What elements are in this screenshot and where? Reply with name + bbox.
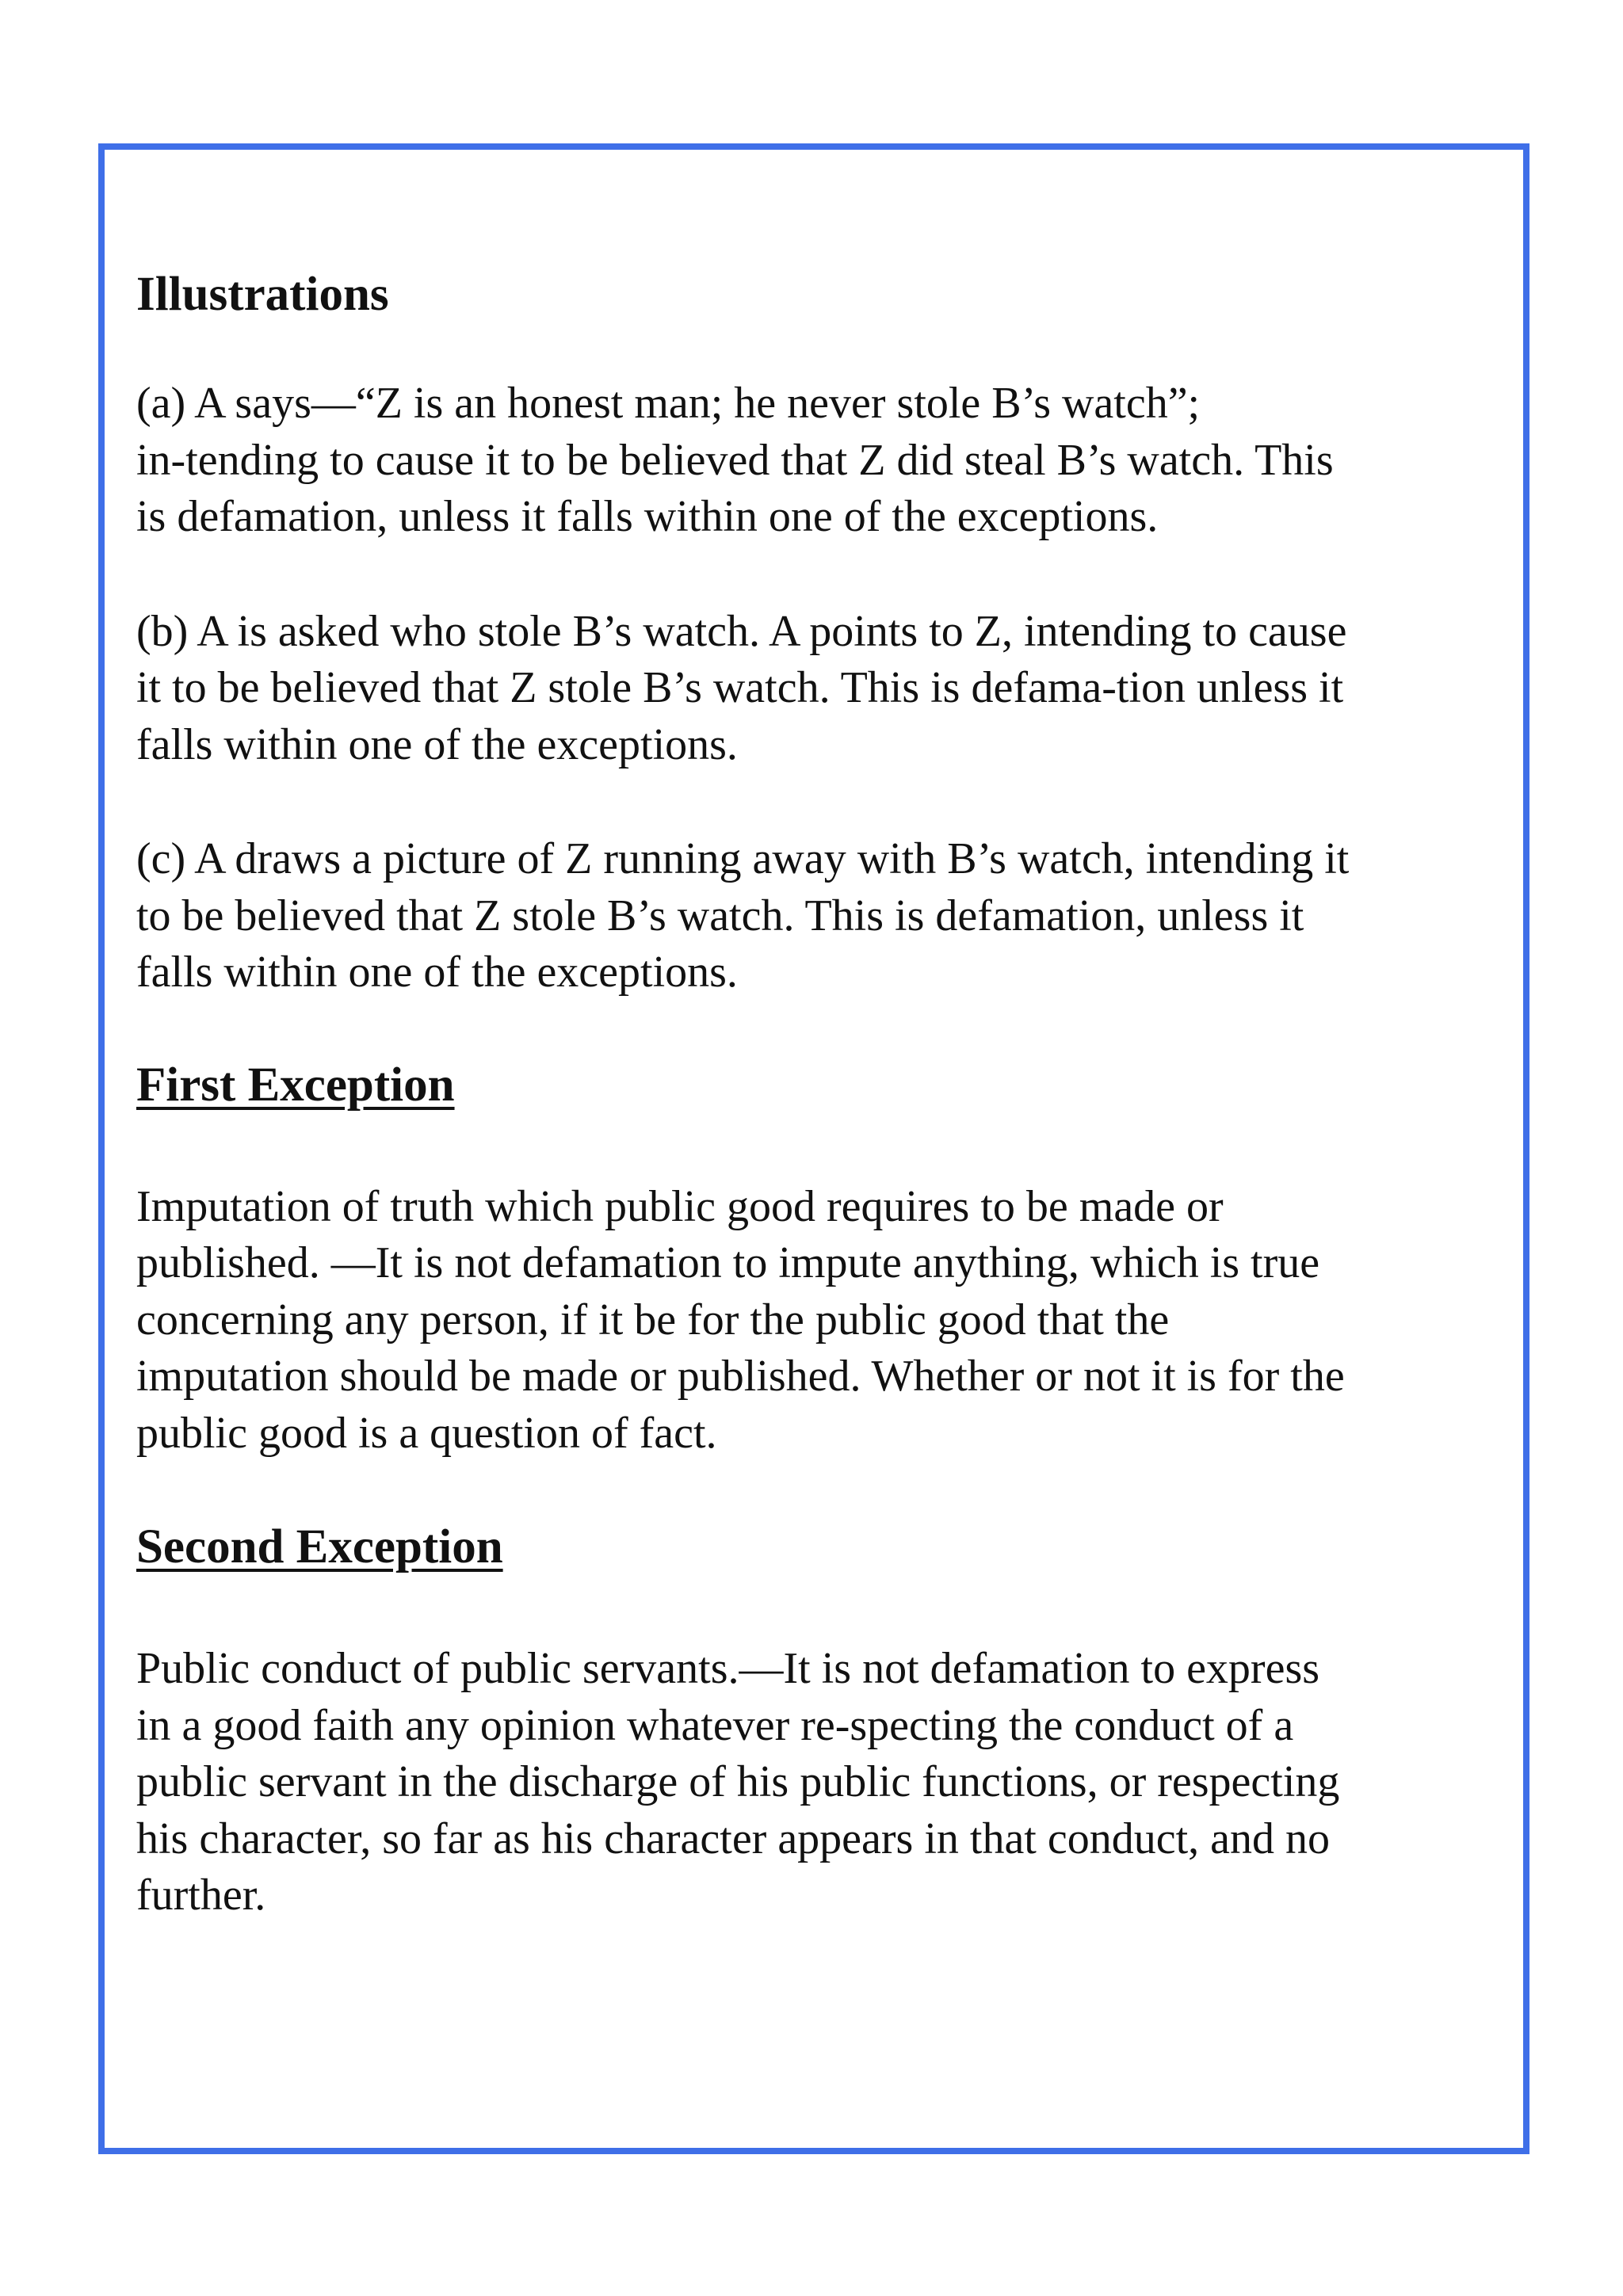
first-exception-heading: First Exception [136, 1058, 455, 1112]
illustrations-heading: Illustrations [136, 268, 389, 321]
document-content [136, 266, 1499, 1924]
illustration-c-paragraph: (c) A draws a picture of Z running away with B’s watch, intending it to be believed that Z stole B’s watch. This is defamation, unless it falls within one of the exceptions. [136, 834, 1350, 997]
illustration-b-paragraph: (b) A is asked who stole B’s watch. A points to Z, intending to cause it to be believed that Z stole B’s watch. This is defama-tion unless it falls within one of the exceptions. [136, 606, 1347, 769]
second-exception-paragraph: Public conduct of public servants.—It is not defamation to express in a good faith any opinion whatever re-specting the conduct of a public servant in the discharge of his public functions, or respecting his character, so far as his character appears in that conduct, and no further. [136, 1644, 1340, 1920]
first-exception-paragraph: Imputation of truth which public good requires to be made or published. —It is not defamation to impute anything, which is true concerning any person, if it be for the public good that the imputation should be made or published. Whether or not it is for the public good is a question of fact. [136, 1181, 1345, 1458]
second-exception-heading: Second Exception [136, 1520, 503, 1573]
illustration-a-paragraph: (a) A says—“Z is an honest man; he never stole B’s watch”; in-tending to cause it to be believed that Z did steal B’s watch. This is defamation, unless it falls within one of the exceptions. [136, 379, 1334, 541]
